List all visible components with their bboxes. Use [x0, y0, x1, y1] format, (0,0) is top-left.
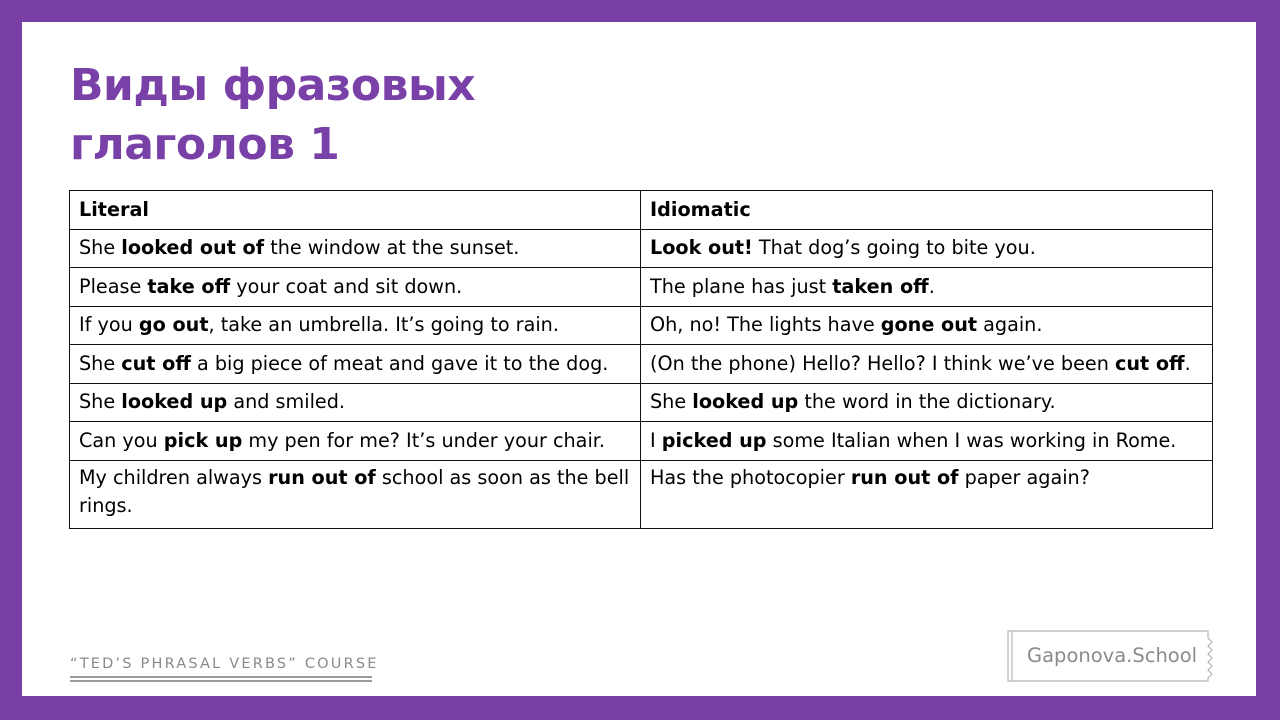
- table-row: [70, 460, 1213, 528]
- cell-text: Has the photocopier: [650, 465, 851, 489]
- cell-text: .: [928, 274, 935, 298]
- phrasal-verb: pick up: [163, 428, 243, 452]
- literal-cell: [70, 383, 641, 422]
- idiomatic-cell: [641, 422, 1213, 461]
- idiomatic-cell: [641, 345, 1213, 384]
- table-header-row: [70, 191, 1213, 230]
- course-underline: [70, 676, 372, 678]
- cell-text: my pen for me? It’s under your chair.: [242, 428, 606, 452]
- table-row: [70, 268, 1213, 307]
- cell-text: the word in the dictionary.: [798, 390, 1056, 414]
- table-row: [70, 345, 1213, 384]
- slide-title-line-2: глаголов 1: [70, 119, 340, 170]
- table-row: [70, 306, 1213, 345]
- phrasal-verb: cut off: [121, 351, 191, 375]
- phrasal-verb: taken off: [832, 274, 929, 298]
- table-row: [70, 422, 1213, 461]
- literal-cell: [70, 229, 641, 268]
- slide: [22, 22, 1256, 696]
- idiomatic-cell: [641, 383, 1213, 422]
- slide-title-line-1: Виды фразовых: [70, 60, 476, 111]
- cell-text: That dog’s going to bite you.: [752, 236, 1036, 260]
- cell-text: She: [650, 390, 693, 414]
- phrasal-verb: run out of: [850, 465, 959, 489]
- cell-text: She: [79, 390, 122, 414]
- cell-text: I: [650, 428, 662, 452]
- cell-text: Oh, no! The lights have: [650, 313, 881, 337]
- course-label: “TED’S PHRASAL VERBS” COURSE: [70, 656, 379, 672]
- phrasal-verb: picked up: [661, 428, 767, 452]
- phrasal-verb: gone out: [880, 313, 978, 337]
- brand-logo: [1007, 630, 1217, 682]
- cell-text: The plane has just: [650, 274, 833, 298]
- literal-cell: [70, 422, 641, 461]
- phrasal-verb: Look out!: [650, 236, 753, 260]
- cell-text: She: [79, 236, 122, 260]
- cell-text: .: [1184, 351, 1191, 375]
- phrasal-verb: take off: [147, 274, 231, 298]
- column-header-idiomatic: Idiomatic: [641, 191, 1213, 230]
- table-row: [70, 229, 1213, 268]
- slide-title: [70, 56, 475, 174]
- brand-name: Gaponova.School: [1027, 644, 1198, 667]
- cell-text: My children always: [79, 465, 269, 489]
- literal-cell: [70, 306, 641, 345]
- literal-cell: [70, 268, 641, 307]
- phrasal-verbs-table: [69, 190, 1213, 529]
- cell-text: , take an umbrella. It’s going to rain.: [208, 313, 559, 337]
- idiomatic-cell: [641, 306, 1213, 345]
- cell-text: again.: [977, 313, 1043, 337]
- idiomatic-cell: [641, 460, 1213, 528]
- cell-text: She: [79, 351, 122, 375]
- cell-text: a big piece of meat and gave it to the dog.: [190, 351, 609, 375]
- phrasal-verb: looked out of: [121, 236, 265, 260]
- course-underline: [70, 680, 372, 682]
- idiomatic-cell: [641, 229, 1213, 268]
- cell-text: (On the phone) Hello? Hello? I think we’ve been: [650, 351, 1115, 375]
- cell-text: and smiled.: [227, 390, 345, 414]
- cell-text: school as soon as the bell rings.: [79, 465, 630, 517]
- phrasal-verb: looked up: [121, 390, 228, 414]
- phrasal-verb: looked up: [692, 390, 799, 414]
- cell-text: paper again?: [958, 465, 1090, 489]
- phrasal-verb: run out of: [268, 465, 376, 489]
- phrasal-verb: go out: [138, 313, 209, 337]
- literal-cell: [70, 460, 641, 528]
- column-header-literal: Literal: [70, 191, 641, 230]
- cell-text: your coat and sit down.: [230, 274, 463, 298]
- cell-text: If you: [79, 313, 139, 337]
- cell-text: the window at the sunset.: [264, 236, 520, 260]
- table-row: [70, 383, 1213, 422]
- literal-cell: [70, 345, 641, 384]
- cell-text: Can you: [79, 428, 164, 452]
- cell-text: some Italian when I was working in Rome.: [766, 428, 1177, 452]
- idiomatic-cell: [641, 268, 1213, 307]
- cell-text: Please: [79, 274, 148, 298]
- phrasal-verb: cut off: [1114, 351, 1185, 375]
